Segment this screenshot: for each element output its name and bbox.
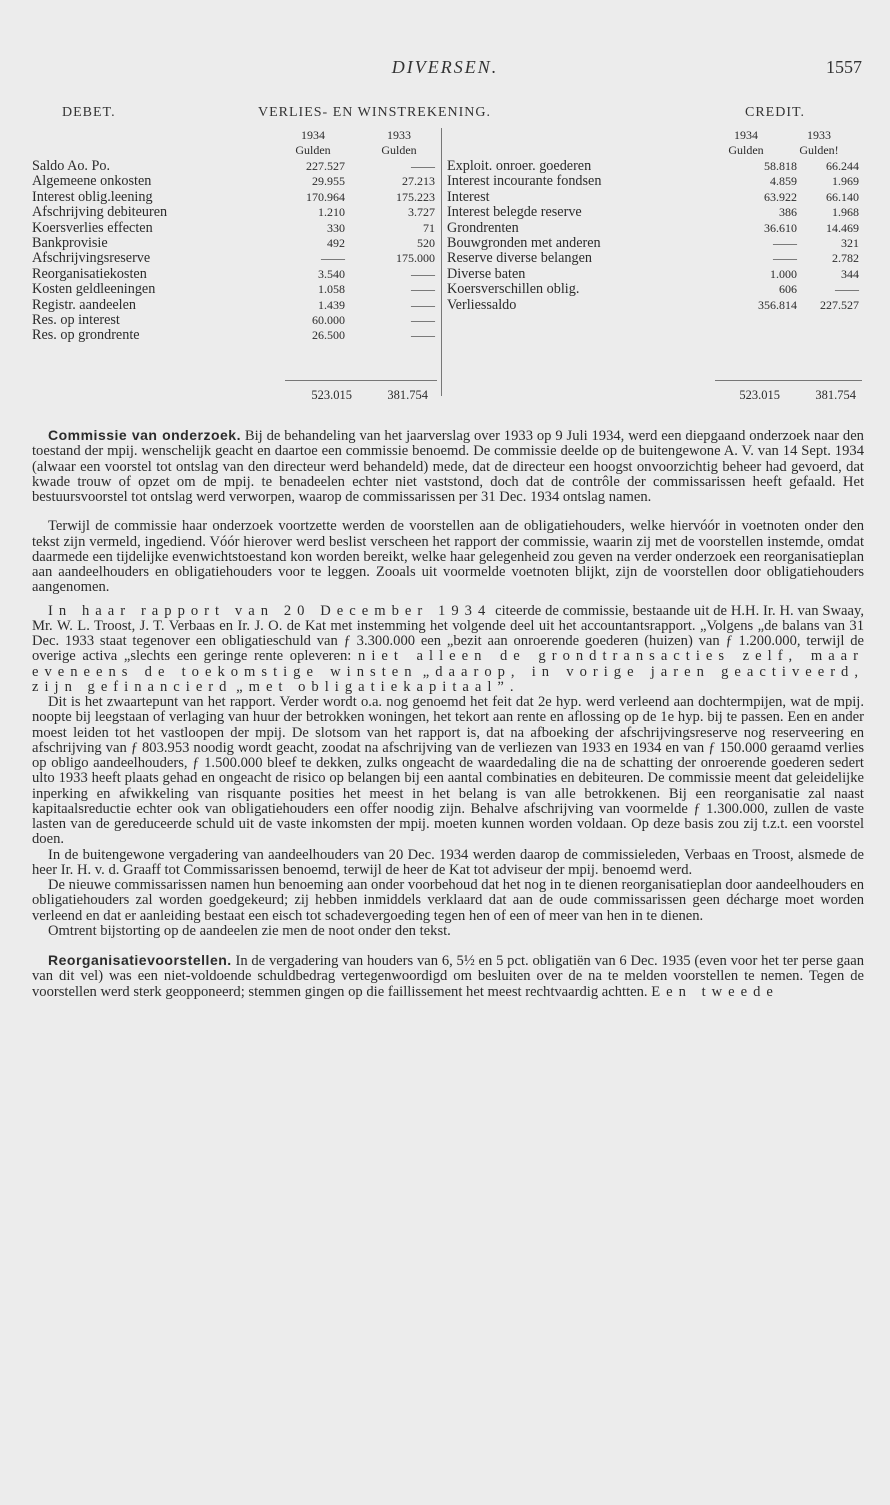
value-1933: —— — [835, 282, 859, 297]
value-1933: 3.727 — [408, 205, 435, 220]
body-text — [32, 428, 864, 1000]
row-label: Koersverlies effecten — [32, 219, 153, 236]
row-label: Diverse baten — [447, 265, 526, 282]
row-label: Interest belegde reserve — [447, 204, 582, 221]
row-label: Registr. aandeelen — [32, 296, 137, 313]
paragraph-obligatiehouders: Terwijl de commissie haar onderzoek voortzette werden de voorstellen aan de obligatiehouders, welke hiervóór in voetnoten onder den tekst zijn vermeld, ingediend. Vóór hierover werd beslist verscheen het rapport der commissie, waarin zij met de voorstellen instemde, omdat daarmede een tijdelijke evenwichtstoestand kon worden bereikt, welke haar gelegenheid zou geven na verder onderzoek een reorganisatieplan aan aandeelhouders en obligatiehouders voor te leggen. Zooals uit voormelde voetnoten blijkt, zijn de voorstellen door obligatiehouders aangenomen. — [32, 518, 864, 596]
value-1934: 386 — [779, 205, 797, 220]
unit-label: Gulden — [295, 143, 331, 157]
table-row — [447, 174, 867, 189]
table-row — [32, 298, 440, 313]
value-1933: 175.223 — [396, 189, 435, 204]
value-1933: 2.782 — [832, 251, 859, 266]
row-label: Algemeene onkosten — [32, 173, 152, 190]
spaced-text: Een tweede — [651, 983, 779, 1000]
row-label: Exploit. onroer. goederen — [447, 158, 592, 174]
table-row — [32, 159, 440, 174]
statement-title: VERLIES- EN WINSTREKENING. — [258, 105, 491, 120]
section-lead-reorganisatie: Reorganisatievoorstellen. — [48, 952, 232, 968]
value-1933: —— — [411, 159, 435, 173]
debet-heading: DEBET. — [62, 105, 116, 120]
table-row — [447, 205, 867, 220]
row-label: Reserve diverse belangen — [447, 250, 592, 267]
paragraph-vergadering: In de buitengewone vergadering van aandeelhouders van 20 Dec. 1934 werden daarop de commissieleden, Verbaas en Troost, alsmede de heer Ir. H. v. d. Graaff tot Commissarissen benoemd, terwijl de heer de Kat tot adviseur der mpij. benoemd werd. — [32, 846, 864, 878]
spaced-text: niet alleen de grondtransacties zelf, maar eveneens de toekomstige winsten — [32, 648, 865, 680]
row-label: Verliessaldo — [447, 296, 517, 313]
table-row — [32, 174, 440, 189]
spaced-text: In haar rapport van 20 December 1934 — [48, 602, 492, 619]
credit-total-rule — [715, 380, 862, 381]
paragraph-reorganisatie — [32, 953, 864, 1000]
value-1934: —— — [321, 251, 345, 266]
table-row — [32, 236, 440, 251]
value-1934: 356.814 — [758, 297, 797, 312]
debet-total-1933: 381.754 — [387, 388, 428, 402]
row-label: Afschrijvingsreserve — [32, 250, 151, 267]
unit-label: Gulden! — [799, 143, 839, 157]
value-1934: 4.859 — [770, 174, 797, 189]
value-1934: 36.610 — [764, 220, 797, 235]
table-row — [32, 267, 440, 282]
table-row — [32, 205, 440, 220]
table-row — [447, 282, 867, 297]
table-row — [447, 236, 867, 251]
value-1933: —— — [411, 312, 435, 327]
debet-table — [32, 159, 440, 344]
value-1933: 1.969 — [832, 174, 859, 189]
value-1934: 63.922 — [764, 189, 797, 204]
value-1933: 344 — [841, 266, 859, 281]
table-row — [447, 190, 867, 205]
paragraph-bijstorting: Omtrent bijstorting op de aandeelen zie men de noot onder den tekst. — [48, 922, 451, 939]
paragraph-rapport — [32, 604, 864, 696]
value-1933: 227.527 — [820, 297, 859, 312]
value-1933: —— — [411, 266, 435, 281]
value-1934: 1.210 — [318, 205, 345, 220]
row-label: Interest incourante fondsen — [447, 173, 602, 190]
value-1934: —— — [773, 235, 797, 250]
value-1933: 66.244 — [826, 159, 859, 173]
table-row — [447, 267, 867, 282]
value-1933: 321 — [841, 235, 859, 250]
unit-label: Gulden — [728, 143, 764, 157]
value-1934: 1.439 — [318, 297, 345, 312]
value-1934: 330 — [327, 220, 345, 235]
credit-heading: CREDIT. — [745, 105, 806, 120]
value-1933: —— — [411, 328, 435, 343]
row-label: Saldo Ao. Po. — [32, 158, 111, 174]
paragraph-nieuwe-commissarissen: De nieuwe commissarissen namen hun benoeming aan onder voorbehoud dat het nog in te dienen reorganisatieplan door aandeelhouders en obligatiehouders zal worden goedgekeurd; zij hebben inmiddels verklaard dat aan de oude commissarissen geen décharge moet worden verleend en dat er aanleiding bestaat een eisch tot schadevergoeding tegen hen of een of meer van hen in te dienen. — [32, 877, 864, 924]
value-1933: —— — [411, 297, 435, 312]
year-label: 1934 — [734, 128, 758, 142]
credit-total-1933: 381.754 — [815, 388, 856, 402]
paragraph-text: citeerde de commissie, bestaande uit de H.H. Ir. H. van Swaay, Mr. W. L. Troost, J. T. Verbaas en Ir. J. O. de Kat met instemming het volgende deel uit het accountantsrapport. „Volgens „de balans van 31 Dec. 1933 staat tegenover een obligatieschuld van ƒ 3.300.000 een „bezit aan onroerende goederen (huizen) van ƒ 1.200.000, terwijl de overige activa „slechts een geringe rente opleveren: — [32, 602, 864, 665]
table-row — [447, 221, 867, 236]
table-row — [32, 221, 440, 236]
credit-col-1933-header — [786, 128, 852, 158]
value-1934: 227.527 — [306, 159, 345, 173]
debet-total-rule — [285, 380, 437, 381]
value-1934: 1.058 — [318, 282, 345, 297]
paragraph-text: Bij de behandeling van het jaarverslag over 1933 op 9 Juli 1934, werd een diepgaand onderzoek naar den toestand der mpij. wenschelijk geacht en daartoe een commissie benoemd. De commissie deelde op de buitengewone A. V. van 14 Sept. 1934 (alwaar een voorstel tot ontslag van den directeur werd behandeld) mede, dat de directeur een hoogst onvoorzichtig beheer had gevoerd, dat kwade trouw of opzet om de mpij. te benadeelen echter niet vaststond, doch dat de contrôle der commissarissen heeft gefaald. Het bestuursvoorstel tot ontslag werd verworpen, waarop de commissarissen per 31 Dec. 1934 ontslag namen. — [32, 428, 864, 505]
year-label: 1933 — [807, 128, 831, 142]
value-1933: —— — [411, 282, 435, 297]
row-label: Afschrijving debiteuren — [32, 204, 168, 221]
row-label: Res. op grondrente — [32, 327, 140, 344]
row-label: Interest oblig.leening — [32, 188, 153, 205]
row-label: Interest — [447, 188, 490, 205]
value-1933: 1.968 — [832, 205, 859, 220]
credit-col-1934-header — [716, 128, 776, 158]
credit-total-1934: 523.015 — [739, 388, 780, 402]
row-label: Kosten geldleeningen — [32, 281, 156, 298]
year-label: 1933 — [387, 128, 411, 142]
value-1934: 29.955 — [312, 174, 345, 189]
row-label: Koersverschillen oblig. — [447, 281, 580, 298]
table-row — [32, 328, 440, 343]
value-1933: 14.469 — [826, 220, 859, 235]
year-label: 1934 — [301, 128, 325, 142]
section-lead-commissie: Commissie van onderzoek. — [48, 427, 241, 443]
value-1933: 66.140 — [826, 189, 859, 204]
row-label: Res. op interest — [32, 311, 120, 328]
table-row — [447, 251, 867, 266]
unit-label: Gulden — [381, 143, 417, 157]
table-row — [32, 251, 440, 266]
value-1934: 606 — [779, 282, 797, 297]
debet-col-1934-header — [283, 128, 343, 158]
value-1934: 170.964 — [306, 189, 345, 204]
debet-total-1934: 523.015 — [311, 388, 352, 402]
paragraph-text: In de vergadering van houders van 6, 5½ en 5 pct. obligatiën van 6 Dec. 1935 (even voor het ter perse gaan van dit vel) was een niet-voldoende schuldbedrag vertegenwoordigd om besluiten over de na te melden voorstellen te nemen. Tegen de voorstellen werd sterk geopponeerd; stemmen gingen op die faillissement het meest rechtvaardig achtten. — [32, 953, 864, 1000]
table-row — [32, 313, 440, 328]
row-label: Bankprovisie — [32, 234, 108, 251]
value-1934: 58.818 — [764, 159, 797, 173]
spaced-text: „met obligatiekapitaal”. — [236, 678, 520, 695]
table-row — [32, 190, 440, 205]
paragraph-zwaartepunt: Dit is het zwaartepunt van het rapport. Verder wordt o.a. nog genoemd het feit dat 2e hyp. werd verleend aan dochtermpijen, wat de mpij. noopte bij leegstaan of verlaging van huur der betrokken woningen, het tekort aan rente en aflossing op de 1e hyp. bij te passen. Een en ander moest leiden tot het vastloopen der mpij. De slotsom van het rapport is, dat na afboeking der afschrijvingsreserve nog reserveering en afschrijving van ƒ 803.953 noodig wordt geacht, zoodat na afschrijving van de verliezen van 1933 en 1934 en van ƒ 150.000 geraamd verlies op obligo aandeelhouders, ƒ 1.500.000 bleef te dekken, zulks ongeacht de waardedaling die na de schatting der onroerende goederen sedert ulto 1933 heeft plaats gehad en ongeacht de risico op belangen bij een aantal combinaties en debiteuren. De commissie meent dat geleidelijke inperking en afwikkeling van risquante posities het meest in het belang is van alle betrokkenen. Bij een reorganisatie zal naast kapitaalsreductie echter ook van obligatiehouders een offer noodig zijn. Behalve afschrijving van voormelde ƒ 1.300.000, zullen de vaste lasten van de gereduceerde schuld uit de vaste inkomsten der mpij. moeten kunnen worden voldaan. Op deze basis zou zij t.z.t. een voorstel doen. — [32, 694, 864, 848]
page-number: 1557 — [826, 57, 862, 77]
table-row — [447, 298, 867, 313]
value-1934: 60.000 — [312, 312, 345, 327]
value-1934: 3.540 — [318, 266, 345, 281]
table-row — [32, 282, 440, 297]
debet-col-1933-header — [368, 128, 430, 158]
row-label: Reorganisatiekosten — [32, 265, 147, 282]
value-1934: 1.000 — [770, 266, 797, 281]
spaced-text: „daarop, in vorige jaren geactiveerd, zijn gefinancierd — [32, 663, 864, 695]
value-1933: 520 — [417, 235, 435, 250]
value-1933: 71 — [423, 220, 435, 235]
table-row — [447, 159, 867, 174]
value-1933: 175.000 — [396, 251, 435, 266]
credit-table — [447, 159, 867, 313]
value-1934: 26.500 — [312, 328, 345, 343]
paragraph-commissie — [32, 428, 864, 505]
column-divider — [441, 128, 442, 396]
value-1934: —— — [773, 251, 797, 266]
value-1933: 27.213 — [402, 174, 435, 189]
value-1934: 492 — [327, 235, 345, 250]
row-label: Bouwgronden met anderen — [447, 234, 601, 251]
running-title: DIVERSEN. — [391, 57, 499, 77]
row-label: Grondrenten — [447, 219, 519, 236]
